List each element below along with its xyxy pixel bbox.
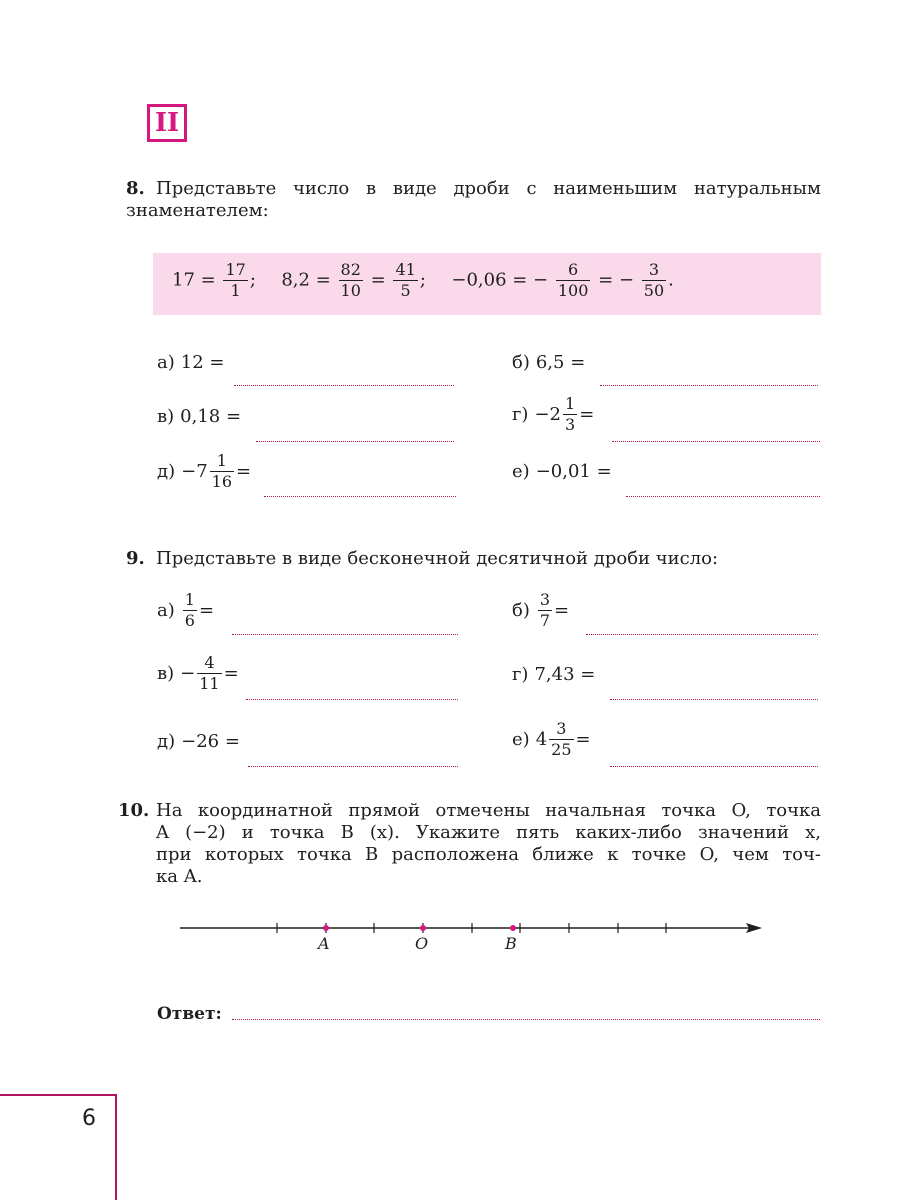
answer-label: Ответ: <box>157 1004 222 1024</box>
p8-answer-line-b[interactable] <box>600 385 818 386</box>
p9-item-v: в) − $\frac{4}{11}$ = <box>157 653 239 693</box>
fraction-17-1: $\frac{17}{1}$ <box>225 260 246 300</box>
problem-8-number: 8. <box>126 178 145 199</box>
p9-item-e: е) 4 $\frac{3}{25}$ = <box>512 719 591 759</box>
example-a-end: ; <box>249 269 256 291</box>
fraction-3-50: $\frac{3}{50}$ <box>643 260 665 300</box>
coordinate-line <box>170 910 770 960</box>
problem-10-line-3: при которых точка B расположена ближе к точке O, чем точ- <box>156 844 821 865</box>
p9-item-d: д) −26 = <box>157 731 240 752</box>
page-corner-frame <box>0 1094 117 1200</box>
example-b-end: ; <box>419 269 426 291</box>
problem-9-number: 9. <box>126 548 145 569</box>
example-a-left: 17 = <box>172 269 216 291</box>
problem-10-line-1: На координатной прямой отмечены начальная точка O, точка <box>156 800 821 821</box>
point-a-label: A <box>318 934 330 953</box>
example-b-left: 8,2 = <box>281 269 331 291</box>
p9-answer-line-e[interactable] <box>610 766 818 767</box>
example-c-end: . <box>668 269 674 291</box>
page-number: 6 <box>82 1106 96 1131</box>
p8-answer-line-e[interactable] <box>626 496 820 497</box>
example-formulas <box>172 262 674 299</box>
answer-line[interactable] <box>232 1019 820 1020</box>
p8-item-d: д) −7 $\frac{1}{16}$ = <box>157 451 252 491</box>
problem-9-statement <box>126 548 821 570</box>
example-b-eq: = <box>370 269 386 291</box>
point-o-label: O <box>415 934 429 953</box>
problem-8-statement <box>126 178 821 222</box>
p8-item-v: в) 0,18 = <box>157 406 242 427</box>
p8-answer-line-a[interactable] <box>234 385 454 386</box>
p9-answer-line-b[interactable] <box>586 634 818 635</box>
example-c-left: −0,06 = − <box>451 269 549 291</box>
p8-item-g: г) −2 $\frac{1}{3}$ = <box>512 394 595 434</box>
problem-8-text: Представьте число в виде дроби с наименьшим натуральным знаменателем: <box>126 178 821 221</box>
p8-answer-line-d[interactable] <box>264 496 456 497</box>
example-c-eq: = − <box>598 269 635 291</box>
p9-item-a: а) $\frac{1}{6}$ = <box>157 590 215 630</box>
p8-answer-line-g[interactable] <box>612 441 820 442</box>
problem-10-statement <box>118 800 821 888</box>
fraction-6-100: $\frac{6}{100}$ <box>557 260 589 300</box>
problem-10-number: 10. <box>118 800 150 821</box>
p8-item-a: а) 12 = <box>157 352 225 373</box>
p9-answer-line-v[interactable] <box>246 699 458 700</box>
fraction-41-5: $\frac{41}{5}$ <box>395 260 416 300</box>
p9-answer-line-a[interactable] <box>232 634 458 635</box>
point-b-label: B <box>505 934 517 953</box>
p9-answer-line-d[interactable] <box>248 766 458 767</box>
p9-item-b: б) $\frac{3}{7}$ = <box>512 590 570 630</box>
p8-item-b: б) 6,5 = <box>512 352 586 373</box>
section-label: II <box>154 108 180 138</box>
p8-item-e: е) −0,01 = <box>512 461 612 482</box>
p8-answer-line-v[interactable] <box>256 441 454 442</box>
section-marker <box>147 104 187 142</box>
p9-item-g: г) 7,43 = <box>512 664 596 685</box>
fraction-82-10: $\frac{82}{10}$ <box>340 260 361 300</box>
problem-10-line-2: A (−2) и точка B (x). Укажите пять каких-либо значений x, <box>156 822 821 843</box>
problem-10-line-4: ка A. <box>156 866 203 887</box>
problem-9-text: Представьте в виде бесконечной десятичной дроби число: <box>156 548 719 569</box>
p9-answer-line-g[interactable] <box>610 699 818 700</box>
